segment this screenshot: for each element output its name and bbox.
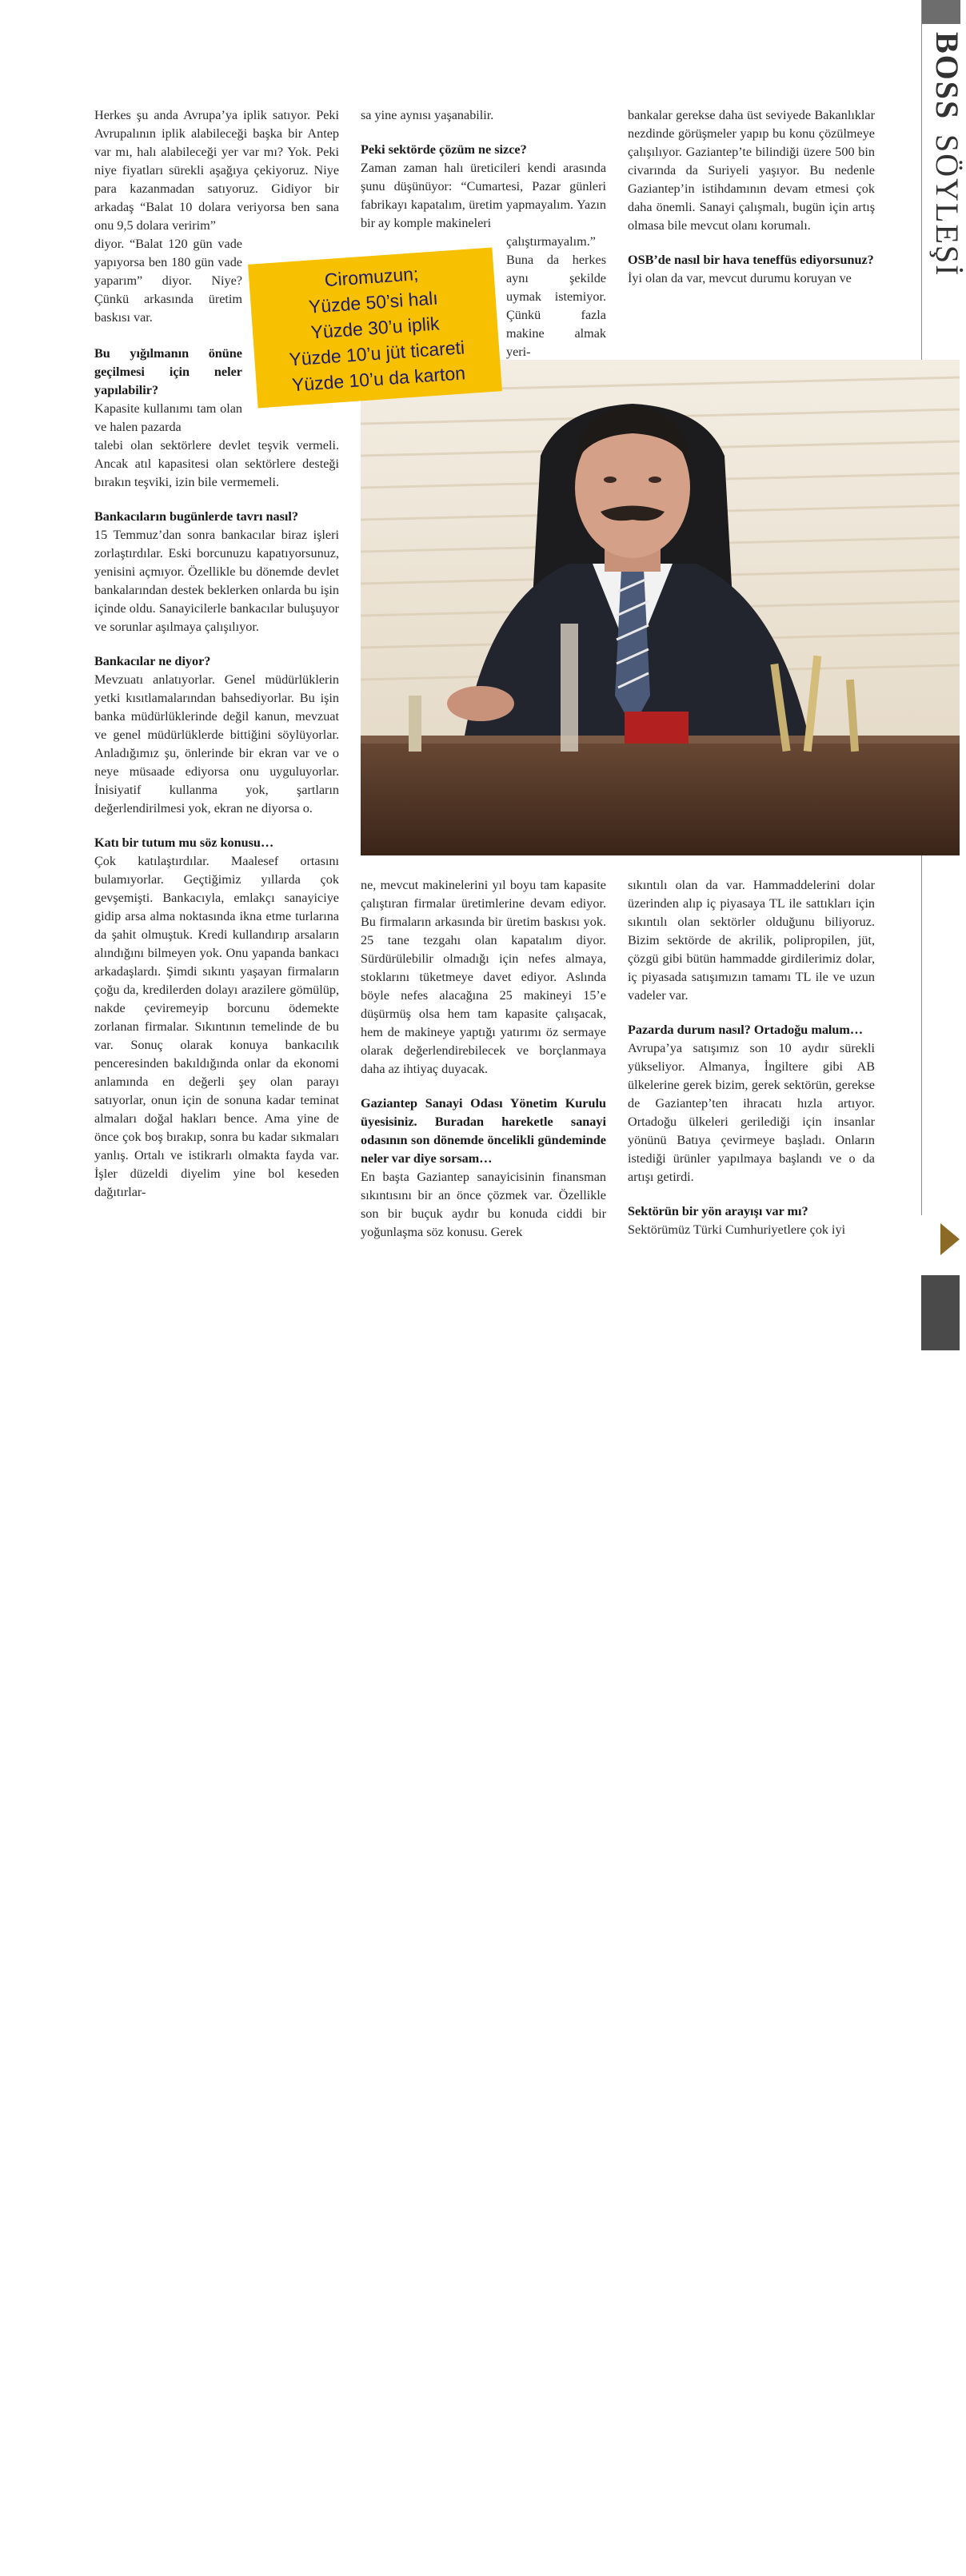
callout-line: Yüzde 10’u da karton: [291, 362, 466, 396]
answer-paragraph: En başta Gaziantep sanayicisinin finansman sıkıntısını bir an önce çözmek var. Özellikle son bir buçuk aydır bu konuda ciddi bir yoğunlaşma söz konusu. Gerek: [361, 1170, 606, 1239]
answer-paragraph: Avrupa’ya satışımız son 10 aydır sürekli yükseliyor. Almanya, İngiltere gibi AB ülkelerine gerek bizim, gerek sektörün, gerekse de Gaziantep’ten ihracatı hızla artıyor. Ortadoğu ülkeleri gerilediği için insanlar yönünü Batıya çevirmeye başladı. Onların istediği ürünler yapılmaya başlandı ve o da artışı getirdi.: [628, 1041, 875, 1184]
sidebar-top-band: [922, 0, 960, 24]
callout-line: Ciromuzun;: [323, 263, 420, 291]
article-column-3-bottom: [628, 876, 875, 1255]
question-heading: Katı bir tutum mu söz konusu…: [94, 835, 274, 850]
interview-photo: [361, 360, 960, 855]
page-number-box: [921, 1275, 960, 2576]
answer-paragraph: 15 Temmuz’dan sonra bankacılar biraz işleri zorlaştırdılar. Eski borcunuzu kapatıyorsunuz, yenisini açmıyor. Özellikle bu dönemde devlet bankalarından destek beklerken onlarda bu işin içinde oldu. Sanayicilerle bankacılar buluşuyor ve sorunlar aşılmaya çalışılıyor.: [94, 528, 339, 634]
question-heading: Bu yığılmanın önüne geçilmesi için neler yapılabilir?: [94, 346, 242, 397]
paragraph: [94, 106, 339, 327]
paragraph-text: Herkes şu anda Avrupa’ya iplik satıyor. Peki Avrupalının iplik alabileceği başka bir Antep var mı, halı alabileceği yer var mı? Yok. Peki niye fiyatları sürekli aşağıya çekiyoruz. Niye para kazanmadan satıyoruz. Gidiyor bir arkadaş “Balat 10 dolara veriyorsa ben sana onu 9,5 dolara veririm”: [94, 108, 339, 233]
brand-name: BOSS: [929, 32, 965, 121]
answer-paragraph: Sektörümüz Türki Cumhuriyetlere çok iyi: [628, 1222, 846, 1237]
section-title: [928, 32, 966, 277]
answer-paragraph: [94, 400, 339, 492]
callout-line: Yüzde 30’u iplik: [309, 313, 441, 343]
article-column-2-top: [361, 106, 606, 377]
paragraph: ne, mevcut makinelerini yıl boyu tam kapasite çalıştıran firmalar üretimlerine devam ediyor. Bu firmaların arkasında bir üretim baskısı yok. 25 tane tezgahı olan kapatalım diyor. Sürdürülebilir olmadığı için nefes almaya, stoklarını tüketmeye davet ediyor. Aslında böyle nefes alacağına 25 makineyi 15’e düşürmüş olsa hem tam kapasite çalışacak, hem de makineye yaptığı yatırımı öz sermaye olarak değerlendirebilecek ve borçlanmaya daha az ihtiyaç duyacak.: [361, 878, 606, 1076]
article-column-2-bottom: [361, 876, 606, 1258]
answer-paragraph: Çok katılaştırdılar. Maalesef ortasını bulamıyorlar. Geçtiğimiz yıllarda çok gevşemişti. Bankacıyla, emlakçı sanayiciye gidip arsa alma noktasında ikna etme turlarına da şahit olmuştuk. Kredi kullandırıp arsaların alındığını bilmeyen yok. Onu yapanda bankacı arkadaşlardı. Şimdi sıkıntı yaşayan firmaların çoğu da, kredilerden dolayı arazilere gömülüp, nakde çeviremeyip borcunu ödemekte zorlanan firmalar. Sıkıntının temelinde de bu var. Sonuç olarak konuya bankacılık penceresinden bakıldığında onlar da ekonomi anlamında en değerli şey olan parayı satıyorlar, onun için de sonuna kadar teminat almaları doğal hakları bence. Ama yine de önce çok boş bırakıp, sonra bu kadar sıkmaları yanlış. Ortalı ve istikrarlı olmakta fayda var. İşler düzeldi diyelim yine bol keseden dağıtırlar-: [94, 854, 339, 1199]
portrait-illustration: [361, 360, 960, 855]
question-heading: Pazarda durum nasıl? Ortadoğu malum…: [628, 1023, 864, 1037]
paragraph-text: Kapasite kullanımı tam olan ve halen pazarda: [94, 401, 242, 434]
paragraph: sıkıntılı olan da var. Hammaddelerini dolar üzerinden alıp iç piyasaya TL ile sattıkları için sıkıntılı olan sektörler olduğunu biliyoruz. Bizim sektörde de akrilik, polipropilen, jüt, çözgü gibi bütün hammadde girdilerimiz dolar, iç piyasada satışımızın tamamı TL ile ve uzun vadeler var.: [628, 878, 875, 1003]
next-arrow-icon: [940, 1223, 960, 1255]
section-name: SÖYLEŞİ: [929, 134, 965, 277]
paragraph-text: talebi olan sektörlere devlet teşvik vermeli. Ancak atıl kapasitesi olan sektörlere desteği bırakın teşviki, izin bile vermemeli.: [94, 438, 339, 489]
answer-paragraph: İyi olan da var, mevcut durumu koruyan ve: [628, 271, 852, 285]
callout-line: Yüzde 10’u jüt ticareti: [288, 337, 465, 370]
answer-paragraph: [361, 159, 606, 361]
paragraph: sa yine aynısı yaşanabilir.: [361, 108, 494, 122]
question-heading: Gaziantep Sanayi Odası Yönetim Kurulu üyesisiniz. Buradan hareketle sanayi odasının son dönemde öncelikli gündeminde neler var diye sorsam…: [361, 1096, 606, 1166]
question-heading: Sektörün bir yön arayışı var mı?: [628, 1204, 808, 1218]
page-number: 59: [930, 2558, 950, 2576]
article-column-3-top: [628, 106, 875, 304]
question-heading: OSB’de nasıl bir hava teneffüs ediyorsunuz?: [628, 253, 874, 267]
paragraph-text: diyor. “Balat 120 gün vade yapıyorsa ben 180 gün vade yaparım” diyor. Niye? Çünkü arkasında üretim baskısı var.: [94, 237, 242, 325]
paragraph: bankalar gerekse daha üst seviyede Bakanlıklar nezdinde görüşmeler yapıp bu konu çözülmeye çalışılıyor. Gaziantep’te bilindiği üzere 500 bin civarında da Suriyeli yaşıyor. Bu nedenle Gaziantep’in istihdamının devam etmesi çok daha önemli. Sanayi çalışmalı, bugün için artış olmasa bile mevcut olanı korumalı.: [628, 108, 875, 233]
callout-line: Yüzde 50’si halı: [308, 287, 439, 317]
question-heading: Bankacılar ne diyor?: [94, 654, 211, 668]
question-heading: Peki sektörde çözüm ne sizce?: [361, 142, 527, 157]
paragraph-text: Zaman zaman halı üreticileri kendi arasında şunu düşünüyor: “Cumartesi, Pazar günleri fabrikayı kapatalım, üretim yapmayalım. Yazın bir ay komple makineleri: [361, 161, 606, 230]
answer-paragraph: Mevzuatı anlatıyorlar. Genel müdürlüklerin yetki kısıtlamalarından bahsediyorlar. Bu işin banka müdürlüklerinde değil kanun, mevzuat ve genel müdürlüklerde bittiğini söylüyorlar. Anladığımız şu, önlerinde bir ekran var ve o neye müsaade ediyorsa onu uyguluyorlar. İnisiyatif kullanma yok, şartların değerlendirilmesi yok, ekran ne diyorsa o.: [94, 672, 339, 815]
article-column-1: [94, 106, 339, 1218]
question-heading: Bankacıların bugünlerde tavrı nasıl?: [94, 509, 298, 524]
paragraph-text: çalıştırmayalım.” Buna da herkes aynı şekilde uymak istemiyor. Çünkü fazla makine almak yeri-: [506, 234, 606, 359]
